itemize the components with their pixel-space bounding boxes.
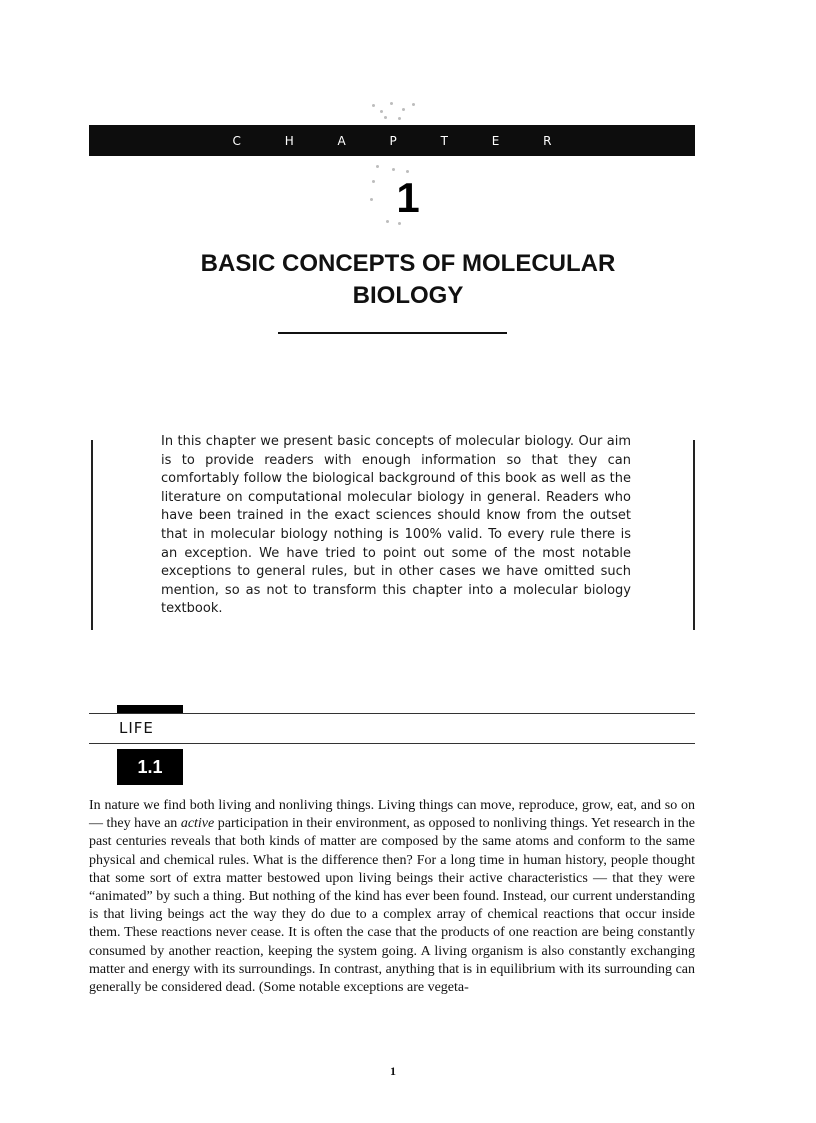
- body-text-part1: In nature we find both living and nonliving things. Living things can move, reproduce, grow, eat, and so on — they have an: [89, 798, 695, 832]
- chapter-number: 1: [396, 174, 420, 221]
- title-underline: [278, 332, 507, 334]
- chapter-title-line2: BIOLOGY: [352, 282, 464, 309]
- chapter-banner: [89, 125, 695, 156]
- chapter-title: [100, 248, 716, 312]
- section-number: 1.1: [117, 749, 183, 785]
- body-emphasis: active: [180, 816, 215, 832]
- abstract-right-bar: [693, 440, 695, 630]
- section-rule-bottom: [89, 743, 695, 744]
- section-title: LIFE: [119, 719, 154, 737]
- chapter-title-line1: BASIC CONCEPTS OF MOLECULAR: [200, 250, 616, 277]
- section-rule-top: [89, 713, 695, 714]
- body-text-part2: participation in their environment, as opposed to nonliving things. Yet research in the past centuries reveals that both kinds of matter are composed by the same atoms and conform to the same physical and chemical rules. What is the difference then? For a long time in human history, people thought that some sort of extra matter bestowed upon living beings their active characteristics — that they were “animated” by such a thing. But nothing of the kind has ever been found. Instead, our current understanding is that living beings act the way they do due to a complex array of chemical reactions that occur inside them. These reactions never cease. It is often the case that the products of one reaction are being constantly consumed by another reaction, keeping the system going. A living organism is also constantly exchanging matter and energy with its surroundings. In contrast, anything that is in equilibrium with its surrounding can generally be considered dead. (Some notable exceptions are vegeta-: [89, 816, 695, 996]
- chapter-abstract: In this chapter we present basic concepts of molecular biology. Our aim is to provide readers with enough information so that they can comfortably follow the biological background of this book as well as the literature on computational molecular biology in general. Readers who have been trained in the exact sciences should know from the outset that in molecular biology nothing is 100% valid. To every rule there is an exception. We have tried to point out some of the most notable exceptions to general rules, but in other cases we have omitted such mention, so as not to transform this chapter into a molecular biology textbook.: [161, 434, 631, 617]
- page-number: 1: [390, 1064, 396, 1078]
- body-paragraph: [89, 797, 695, 997]
- abstract-left-bar: [91, 440, 93, 630]
- chapter-label: C H A P T E R: [232, 133, 572, 148]
